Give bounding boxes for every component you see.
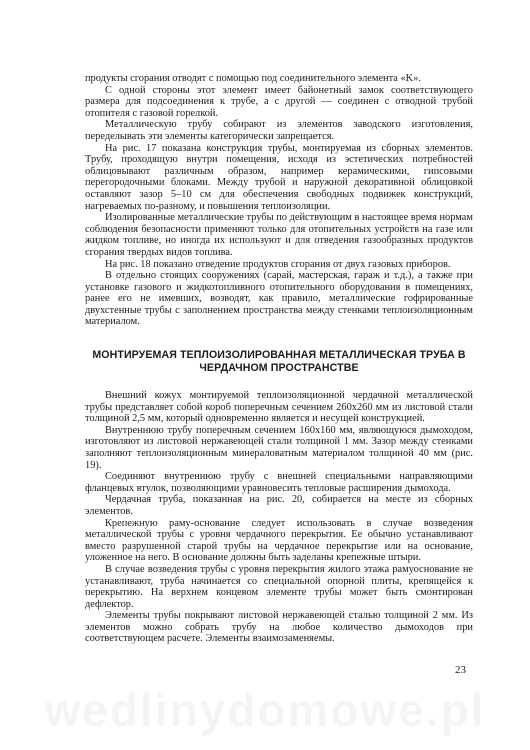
text-block-bottom — [85, 390, 473, 645]
section-heading: МОНТИРУЕМАЯ ТЕПЛОИЗОЛИРОВАННАЯ МЕТАЛЛИЧЕСКАЯ ТРУБА В ЧЕРДАЧНОМ ПРОСТРАНСТВЕ — [92, 349, 466, 374]
paragraph: Крепежную раму-основание следует использовать в случае возведения металлической трубы с уровня чердачного перекрытия. Ее обычно устанавливают вместо разрушенной старой трубы на чердачное перекрытие или на основание, уложенное на него. В основание должны быть заделаны крепежные штыри. — [85, 517, 473, 564]
paragraph: Изолированные металлические трубы по действующим в настоящее время нормам соблюдения безопасности применяют только для отопительных устройств на газе или жидком топливе, но иногда их используют и для отведения газообразных продуктов сгорания твердых видов топлива. — [85, 212, 473, 258]
text-block-top — [85, 73, 473, 328]
paragraph: Элементы трубы покрывают листовой нержавеющей сталью толщиной 2 мм. Из элементов можно собрать трубу на любое количество дымоходов при соответствующем расчете. Элементы взаимозаменяемы. — [85, 610, 473, 645]
paragraph: В отдельно стоящих сооружениях (сарай, мастерская, гараж и т.д.), а также при установке газового и жидкотопливного отопительного оборудования в помещениях, ранее его не имевших, возводят, как правило, металлические гофрированные двухстенные трубы с заполнением пространства между стенками теплоизоляционным материалом. — [85, 270, 473, 328]
page-number: 23 — [455, 664, 466, 676]
paragraph: С одной стороны этот элемент имеет байонетный замок соответствующего размера для подсоединения к трубе, а с другой — соединен с отводной трубой отопителя с газовой горелкой. — [85, 84, 473, 119]
paragraph: Внутреннюю трубу поперечным сечением 160х160 мм, являющуюся дымоходом, изготовляют из листовой нержавеющей стали толщиной 1 мм. Зазор между стенками заполняют теплоизоляционным минераловатным материалом толщиной 40 мм (рис. 19). — [85, 424, 473, 471]
paragraph: Металлическую трубу собирают из элементов заводского изготовления, переделывать эти элементы категорически запрещается. — [85, 119, 473, 142]
paragraph: Соединяют внутреннюю трубу с внешней специальными направляющими фланцевых втулок, позволяющими уравновесить тепловые расширения дымохода. — [85, 471, 473, 494]
paragraph: Чердачная труба, показанная на рис. 20, собирается на месте из сборных элементов. — [85, 494, 473, 517]
paragraph: На рис. 17 показана конструкция трубы, монтируемая из сборных элементов. Трубу, проходящую внутри помещения, исходя из эстетических потребностей облицовывают различным образом, например керамическими, гипсовыми перегородочными блоками. Между трубой и наружной декоративной облицовкой оставляют зазор 5–10 см для обеспечения свободных подвижек конструкций, нагреваемых по-разному, и повышения теплоизоляции. — [85, 142, 473, 212]
watermark — [0, 683, 530, 737]
paragraph: Внешний кожух монтируемой теплоизоляционной чердачной металлической трубы представляет собой короб поперечным сечением 260х260 мм из листовой стали толщиной 2,5 мм, который одновременно является и несущей конструкцией. — [85, 390, 473, 425]
paragraph: В случае возведения трубы с уровня перекрытия жилого этажа рамуоснование не устанавливают, труба начинается со специальной опорной плиты, крепящейся к перекрытию. На верхнем концевом элементе трубы может быть смонтирован дефлектор. — [85, 563, 473, 610]
paragraph: продукты сгорания отводят с помощью под соединительного элемента «K». — [85, 73, 421, 84]
paragraph: На рис. 18 показано отведение продуктов сгорания от двух газовых приборов. — [105, 258, 451, 270]
